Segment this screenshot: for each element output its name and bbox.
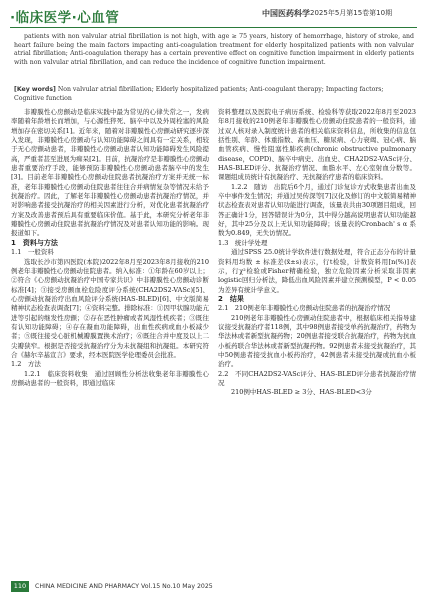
section-heading-results: 2 结果 — [218, 294, 244, 303]
subsection-heading-statistics: 1.3 统计学处理 — [218, 238, 268, 247]
keywords-block — [14, 86, 414, 103]
abstract-text: patients with non valvular atrial fibrillation is not high, with age ≥ 75 years, history of hemorrhage, history of stroke, and heart failure being the main factors impacting anti-coagulation treatment for elderly hospitalized patients with non valvular atrial fibrillation; Anti-coagulation therapy has a certain preventive effect on cognitive function impairment in elderly patients with non valvular atrial fibrillation, and can reduce the incidence of cognitive function impairment. — [14, 33, 414, 67]
statistics-paragraph: 通过SPSS 25.0统计学软件进行数据处理，符合正态分布的计量资料用均数 ± 标准差(x̄±s)表示，行t检验，计数资料用[n(%)]表示，行χ²检验或Fisher精确检验，独立危险因素分析采取非因素logistic回归分析法，降低出血风险因素并建立预测模型，P < 0.05为差异有统计学意义。 — [218, 248, 416, 294]
issue-info: 2025年5月第15卷第10期 — [310, 9, 393, 17]
page-header — [0, 0, 427, 30]
keywords-text: Non valvular atrial fibrillation; Elderly hospitalized patients; Anti-coagulant therapy; Impacting factors; Cognitive function — [14, 86, 384, 102]
section-heading-materials-methods: 1 资料与方法 — [11, 238, 58, 247]
subsection-heading-follow-up: 1.2.2 随访 — [231, 182, 268, 191]
subsection-heading-scores: 2.2 不同CHA2DS2-VASc评分、HAS-BLED评分患者抗凝治疗情况 — [218, 369, 416, 387]
keywords-label: [Key words] — [14, 86, 56, 93]
subsection-heading-general: 1.1 一般资料 — [11, 248, 54, 257]
subsection-heading-anticoagulation: 2.1 210例老年非瓣膜性心房颤动住院患者的抗凝治疗情况 — [218, 304, 391, 313]
intro-paragraph: 非瓣膜性心房颤动是临床实践中最为常见的心律失常之一，发病率随着年龄增长而增加，与心源性猝死、脑卒中以及外周栓塞的风险增加存在密切关系[1]。近年来，随着对非瓣膜性心房颤动研究逐步深入发现，非瓣膜性心房颤动与认知功能障碍之间具有一定关系，相较于无心房颤动患者，非瓣膜性心房颤动患者认知功能障碍发生风险提高，严重者甚至进展为痴呆[2]。目前，抗凝治疗是非瓣膜性心房颤动患者重要治疗手段，能够预防非瓣膜性心房颤动患者脑卒中的发生[3]。目前老年非瓣膜性心房颤动住院患者抗凝治疗方案并无统一标准，老年非瓣膜性心房颤动住院患者往往合并病情复杂等情况未给予抗凝治疗。因此，了解老年非瓣膜性心房颤动患者抗凝治疗情况，并对影响患者接受抗凝治疗的相关因素进行分析，对优化患者抗凝治疗方案及改善患者预后具有重要临床价值。基于此，本研究分析老年非瓣膜性心房颤动住院患者抗凝治疗情况及对患者认知功能的影响。现报道如下。 — [11, 108, 209, 238]
collection-paragraph: 通过回顾性分析法收集老年非瓣膜性心房颤动患者的一般资料，即通过临床 — [11, 369, 210, 387]
footer-journal-line: CHINA MEDICINE AND PHARMACY Vol.15 No.10 May 2025 — [35, 583, 213, 590]
results-paragraph-1: 210例老年非瓣膜性心房颤动住院患者中，根据临床相关指导建议接受抗凝治疗者118例，其中98例患者接受单药抗凝治疗，药物为华法林或者新型抗凝药物；20例患者接受联合抗凝治疗，药物为抗血小板药联合华法林或者新型抗凝药物。92例患者未接受抗凝治疗，其中50例患者接受抗血小板药治疗，42例患者未接受抗凝或抗血小板治疗。 — [218, 313, 416, 369]
general-data-paragraph: 选取长沙市第四医院(本院)2022年8月至2023年8月接收的210例老年非瓣膜性心房颤动住院患者。纳入标准：①年龄在60岁以上；②符合《心房颤动抗凝治疗中国专家共识》中非瓣膜性心房颤动诊断标准[4]；③接受房颤血栓危险度评分系统(CHA2DS2-VASc)[5]、心房颤动抗凝治疗出血风险评分系统(HAS-BLED)[6]、中文版简易精神状态检查表调查[7]；④资料完整。排除标准：①因甲状腺功能亢进等引起的继发性房颤；②存在恶性肿瘤或者风湿性机疾者；③既往有认知功能障碍；④存在凝血功能障碍，出血性疾病或血小板减少者；⑤既往接受心脏机械瓣膜置换术治疗；⑥既往合并中度及以上二尖瓣狭窄。根据是否接受抗凝治疗分为未抗凝组和抗凝组。本研究符合《赫尔辛基宣言》要求，经本医院医学伦理委员会批准。 — [11, 257, 209, 359]
results-paragraph-2: 210例中HAS-BLED ≥ 3分、HAS-BLED<3分 — [231, 388, 372, 397]
collection-paragraph-cont: 资料整理以及医院电子病历系统、检验科等获取2022年8月至2023年8月接收的210例老年非瓣膜性心房颤动住院患者的一般资料，通过双人核对录入制度统计患者的相关临床资料信息，所收集的信息包括性别、年龄、体重指数、高血压、糖尿病、心力衰竭、冠心病、脑血管疾病、慢性阻塞性肺疾病(chronic obstructive pulmonary disease，COPD)、脑卒中病史、出血史、CHA2DS2-VASc评分、HAS-BLED评分、抗凝治疗情况、血脂水平、左心室射血分数等。课题组成员统计有抗凝治疗、无抗凝治疗患者的临床资料。 — [218, 108, 416, 182]
section-title: ·临床医学·心血管 — [10, 10, 120, 26]
clinical-data-collection — [11, 370, 209, 389]
follow-up-paragraph: 出院后6个月，通过门诊复诊方式收集患者出血及卒中事件发生情况；并通过吴传深等[7]汉化及修订的中文版简易精神状态检查表对患者认知功能进行调查，该量表共由30项题目组成，回答正确计1分，回答错误计为0分，其中得分越高说明患者认知功能越好，其中25分及以上无认知功能障碍；该量表的Cronbach' s α 系数为0.849，无失访情况。 — [218, 182, 417, 238]
journal-name: 中国医药科学 — [262, 8, 310, 18]
page-footer — [0, 576, 427, 599]
left-column — [11, 108, 209, 388]
header-divider — [10, 27, 417, 28]
right-column — [218, 108, 416, 398]
subsection-heading-collection: 1.2.1 临床资料收集 — [24, 369, 88, 378]
follow-up-block — [218, 183, 416, 239]
abstract-continuation — [14, 33, 414, 68]
page-number: 110 — [11, 581, 29, 592]
subsection-heading-methods: 1.2 方法 — [11, 360, 41, 369]
